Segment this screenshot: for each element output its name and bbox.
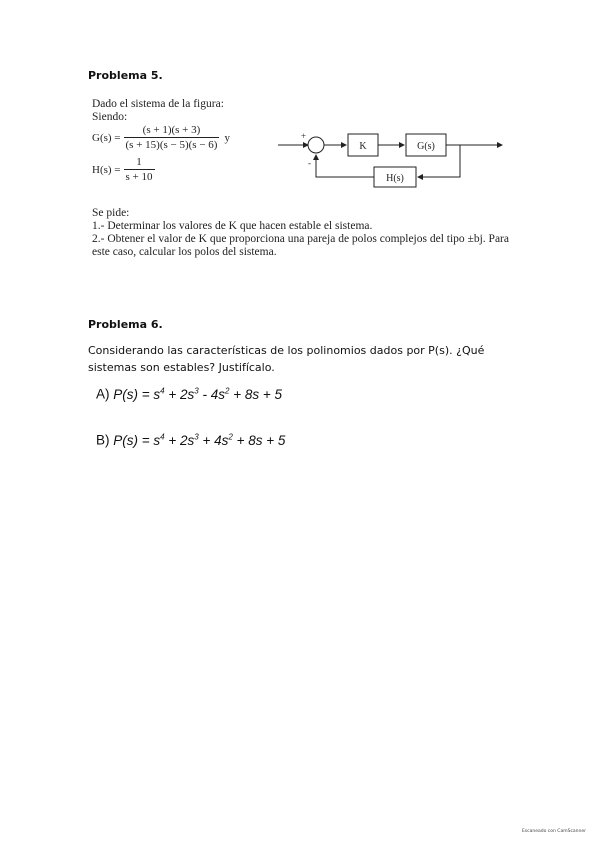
ask-2-line1: 2.- Obtener el valor de K que proporciona una pareja de polos complejos del tipo ±bj. Para bbox=[92, 233, 509, 245]
poly-a-label: A) bbox=[96, 386, 110, 402]
g-lhs: G(s) = bbox=[92, 131, 121, 144]
g-denominator: (s + 15)(s − 5)(s − 6) bbox=[125, 139, 218, 151]
block-h-label: H(s) bbox=[386, 173, 404, 184]
problem5-intro-line2: Siendo: bbox=[92, 111, 128, 123]
poly-a-expression: $P(s) = s^4 + 2s^3 - 4s^2 + 8s + 5$ bbox=[113, 386, 282, 402]
poly-b-expression: $P(s) = s^4 + 2s^3 + 4s^2 + 8s + 5$ bbox=[113, 432, 286, 448]
polynomial-b bbox=[96, 432, 285, 448]
problem6-text: Considerando las características de los polinomios dados por P(s). ¿Qué sistemas son estables? Justifícalo. bbox=[88, 344, 485, 374]
problem5-heading: Problema 5. bbox=[88, 69, 163, 82]
h-denominator: s + 10 bbox=[125, 171, 153, 183]
h-equation bbox=[92, 156, 158, 183]
block-g-label: G(s) bbox=[417, 141, 435, 152]
summing-junction bbox=[308, 137, 324, 153]
block-diagram bbox=[270, 122, 510, 192]
minus-sign: - bbox=[308, 158, 311, 168]
g-numerator: (s + 1)(s + 3) bbox=[142, 124, 201, 136]
h-lhs: H(s) = bbox=[92, 163, 121, 176]
scanner-footer: Escaneado con CamScanner bbox=[521, 829, 586, 834]
asks-label: Se pide: bbox=[92, 207, 130, 219]
h-fraction bbox=[124, 156, 155, 183]
ask-2-line2: este caso, calcular los polos del sistema. bbox=[92, 246, 277, 258]
feedback-path-left bbox=[316, 155, 374, 177]
h-numerator: 1 bbox=[136, 156, 142, 168]
block-k-label: K bbox=[359, 141, 367, 152]
plus-sign: + bbox=[301, 131, 307, 141]
polynomial-a bbox=[96, 386, 282, 402]
poly-b-label: B) bbox=[96, 432, 110, 448]
ask-1: 1.- Determinar los valores de K que hacen estable el sistema. bbox=[92, 220, 373, 232]
g-equation bbox=[92, 124, 230, 151]
problem5-intro-line1: Dado el sistema de la figura: bbox=[92, 98, 224, 110]
problem6-heading: Problema 6. bbox=[88, 318, 163, 331]
g-suffix: y bbox=[224, 131, 230, 144]
g-fraction bbox=[124, 124, 220, 151]
